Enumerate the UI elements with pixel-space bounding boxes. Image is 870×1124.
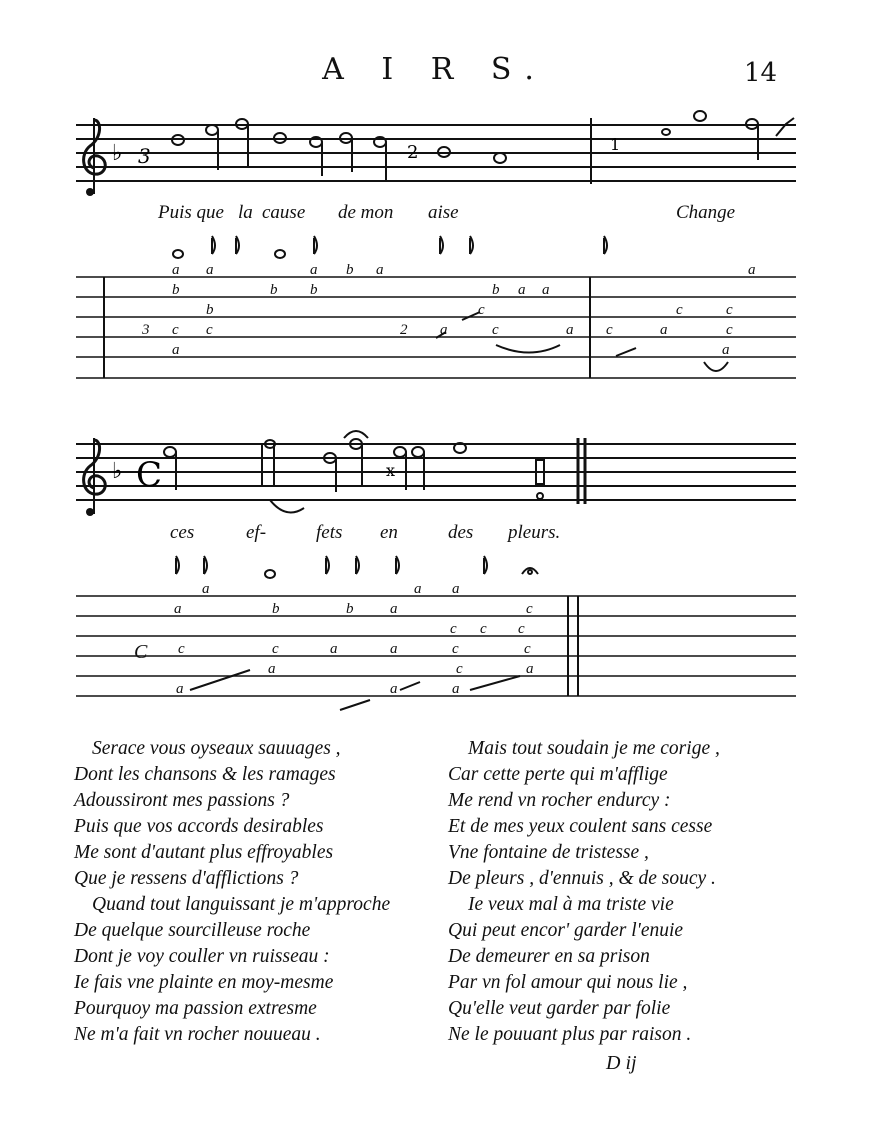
lyric-syllable: de mon [338,202,394,223]
tab-letter: 3 [142,322,150,338]
tab-letter: a [206,262,214,278]
verse-line: Ie veux mal à ma triste vie [468,894,674,915]
tab-letter: b [270,282,278,298]
tab-letter: a [542,282,550,298]
tab-letter: a [518,282,526,298]
tab-letter: a [174,601,182,617]
tab-letter: a [268,661,276,677]
tab-letter: C [134,641,148,663]
tab-letter: a [376,262,384,278]
svg-text:3: 3 [138,144,151,168]
tab-letter: b [206,302,214,318]
verse-line: Pourquoy ma passion extresme [74,998,317,1019]
tab-letter: a [202,581,210,597]
verse-line: Car cette perte qui m'afflige [448,764,668,785]
lyric-syllable: en [380,522,398,543]
tab-letter: c [456,661,463,677]
rhythm-sign-icon [173,236,607,258]
lyric-syllable: fets [316,522,343,543]
tab-letter: c [676,302,683,318]
page-number: 14 [744,58,778,88]
verse-column-right [448,736,720,1048]
verse-line: Serace vous oyseaux sauuages , [92,738,341,759]
tab-letter: a [414,581,422,597]
tab-letter: b [492,282,500,298]
treble-clef-icon [84,118,106,196]
flat-icon: ♭ [112,459,123,484]
verse-line: Adoussiront mes passions ? [74,790,290,811]
lyric-syllable: aise [428,202,459,223]
tab-letter: 2 [400,322,408,338]
tab-letter: c [524,641,531,657]
lyric-syllable: ces [170,522,195,543]
tab-letter: c [206,322,213,338]
rhythm-sign-icon [176,556,538,578]
slur-icon [704,362,728,371]
note-icon [172,111,794,180]
tab-letter: c [726,322,733,338]
tab-letter: c [172,322,179,338]
verse-line: Dont les chansons & les ramages [74,764,336,785]
verse-line: De pleurs , d'ennuis , & de soucy . [448,868,716,889]
verse-line: Par vn fol amour qui nous lie , [448,972,688,993]
tab-letter: a [452,581,460,597]
tab-letter: b [172,282,180,298]
tab-letter: c [606,322,613,338]
tab-letter: b [346,601,354,617]
tab-letter: c [492,322,499,338]
tab-letter: a [172,262,180,278]
tab-letter: c [178,641,185,657]
verse-line: Que je ressens d'afflictions ? [74,868,299,889]
signature-mark: D ij [606,1052,637,1074]
tab-letter: b [310,282,318,298]
verse-line: Qui peut encor' garder l'enuie [448,920,684,941]
tab-letter: a [452,681,460,697]
verse-line: Ie fais vne plainte en moy-mesme [74,972,334,993]
verse-line: Ne m'a fait vn rocher nouueau . [74,1024,321,1045]
verse-line: Mais tout soudain je me corige , [468,738,720,759]
page-title: A I R S. [322,52,548,87]
svg-text:1: 1 [610,135,621,154]
lyric-syllable: Change [676,202,736,223]
treble-clef-icon [84,438,106,516]
verse-line: De demeurer en sa prison [448,946,650,967]
tab-letter: c [518,621,525,637]
tab-letter: a [176,681,184,697]
verse-line: Et de mes yeux coulent sans cesse [448,816,713,837]
verse-line: Qu'elle veut garder par folie [448,998,671,1019]
verse-line: Vne fontaine de tristesse , [448,842,649,863]
svg-text:♭: ♭ [112,141,123,166]
tab-letter: a [390,681,398,697]
verse-line: Puis que vos accords desirables [74,816,324,837]
tab-letter: a [566,322,574,338]
verse-line: Ne le pouuant plus par raison . [448,1024,692,1045]
tab-letter: c [478,302,485,318]
verse-line: Dont je voy couller vn ruisseau : [74,946,330,967]
svg-text:x: x [386,461,396,480]
tab-letter: a [660,322,668,338]
tab-letter: a [390,601,398,617]
lyric-syllable: des [448,522,474,543]
tab-letter: c [452,641,459,657]
common-time-icon: C [136,455,163,495]
tab-letter: c [450,621,457,637]
ornament-stroke-icon [190,312,636,710]
tab-letter: c [480,621,487,637]
tab-letter: a [748,262,756,278]
tab-letter: a [172,342,180,358]
tab-letter: c [272,641,279,657]
tab-letter: a [722,342,730,358]
lyric-syllable: pleurs. [508,522,561,543]
tab-letter: a [390,641,398,657]
verse-line: Me rend vn rocher endurcy : [448,790,671,811]
tab-letter: a [310,262,318,278]
tablature-staff-1 [76,277,796,378]
verse-column-left [74,736,390,1048]
tab-letter: c [526,601,533,617]
lyric-syllable: la [238,202,253,223]
verse-line: Me sont d'autant plus effroyables [74,842,334,863]
voice-staff-2 [76,438,796,504]
verse-line: De quelque sourcilleuse roche [74,920,311,941]
tab-letter: b [346,262,354,278]
tab-letter: a [526,661,534,677]
svg-text:2: 2 [407,142,419,163]
tab-letter: a [440,322,448,338]
tab-letter: c [726,302,733,318]
tab-letter: b [272,601,280,617]
lyric-syllable: Puis que [158,202,224,223]
lyric-syllable: cause [262,202,306,223]
slur-icon [496,345,560,353]
time-signature-icon [138,144,151,168]
tab-letter: a [330,641,338,657]
flat-icon [112,141,122,166]
lyric-syllable: ef- [246,522,267,543]
verse-line: Quand tout languissant je m'approche [92,894,391,915]
